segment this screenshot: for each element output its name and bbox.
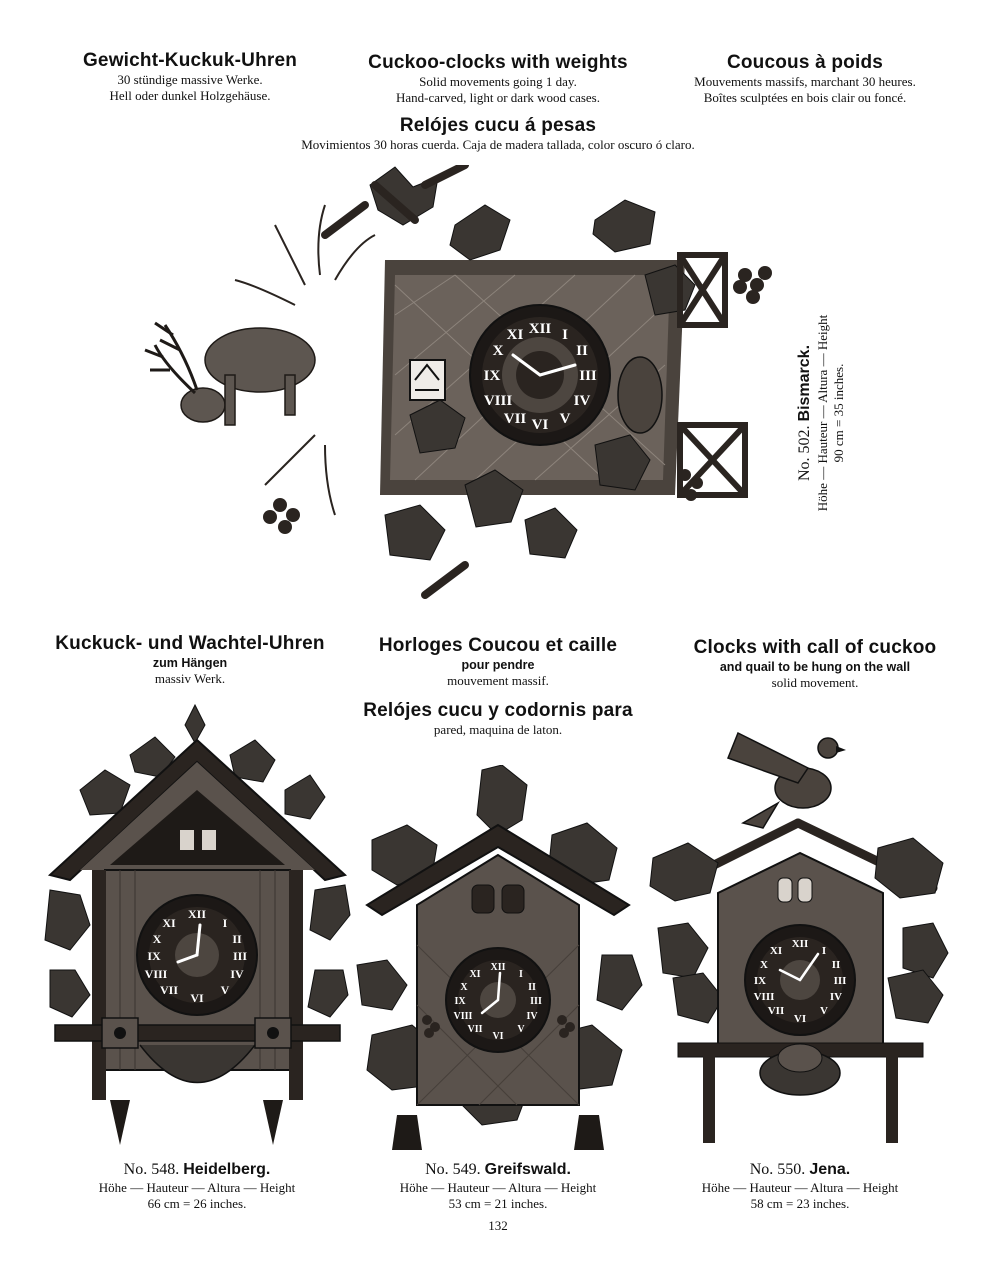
svg-text:XII: XII [490,962,506,973]
svg-text:IX: IX [483,368,501,384]
svg-text:III: III [530,996,542,1007]
svg-text:V: V [220,983,230,997]
clock-549-size: 53 cm = 21 inches. [448,1196,548,1211]
clock-502-illustration [125,165,795,615]
svg-text:III: III [579,368,597,384]
svg-text:IV: IV [573,393,591,409]
header-french-line1: Mouvements massifs, marchant 30 heures. [694,74,916,89]
svg-text:II: II [576,343,588,359]
mid-header-french-title: Horloges Coucou et caille [378,635,618,656]
clock-548-number: No. 548. [123,1161,180,1178]
svg-text:XII: XII [791,938,809,950]
svg-text:I: I [222,916,228,930]
header-french-line2: Boîtes sculptées en bois clair ou foncé. [703,90,907,105]
svg-text:X: X [152,932,162,946]
svg-text:III: III [833,975,847,987]
header-german-line2: Hell oder dunkel Holzgehäuse. [109,88,271,103]
header-french [670,52,940,106]
clock-548-heights-label: Höhe — Hauteur — Altura — Height [98,1180,296,1195]
svg-text:I: I [519,969,523,980]
clock-550-heights-label: Höhe — Hauteur — Altura — Height [701,1180,899,1195]
svg-text:VI: VI [793,1013,807,1025]
clock-548-caption [47,1160,347,1212]
clock-549-heights-label: Höhe — Hauteur — Altura — Height [399,1180,597,1195]
mid-header-german-line2: massiv Werk. [154,671,226,686]
clock-550-name: Jena. [809,1161,851,1178]
svg-text:VIII: VIII [144,967,168,981]
header-english-line1: Solid movements going 1 day. [419,74,577,89]
mid-header-german-title: Kuckuck- und Wachtel-Uhren [55,633,325,654]
svg-text:V: V [559,411,571,427]
mid-header-french-line1: pour pendre [461,658,535,672]
mid-header-german [45,633,335,687]
svg-text:VI: VI [531,417,549,433]
svg-text:VII: VII [467,1024,483,1035]
header-german-line1: 30 stündige massive Werke. [117,72,263,87]
svg-text:II: II [232,932,242,946]
svg-text:XII: XII [528,321,552,337]
mid-header-english [665,637,965,691]
header-german [80,50,300,104]
svg-text:X: X [760,959,768,971]
header-french-title: Coucous à poids [726,52,884,73]
svg-text:IV: IV [526,1011,538,1022]
svg-text:VIII: VIII [753,991,775,1003]
svg-text:IX: IX [147,949,161,963]
clock-502-heights-label: Höhe — Hauteur — Altura — Height [815,314,830,512]
header-spanish-title: Relójes cucu á pesas [399,115,597,136]
svg-text:IX: IX [454,996,466,1007]
svg-text:I: I [821,945,827,957]
clock-550-size: 58 cm = 23 inches. [750,1196,850,1211]
svg-text:XI: XI [162,916,176,930]
svg-text:V: V [517,1024,525,1035]
header-spanish [240,115,756,153]
clock-548-name: Heidelberg. [183,1161,271,1178]
header-spanish-line1: Movimientos 30 horas cuerda. Caja de madera tallada, color oscuro ó claro. [301,137,695,152]
svg-text:IV: IV [230,967,244,981]
svg-text:VII: VII [159,983,179,997]
clock-502-name: Bismarck. [796,344,813,422]
svg-text:XI: XI [469,969,481,980]
svg-text:II: II [831,959,841,971]
mid-header-english-line1: and quail to be hung on the wall [719,660,911,674]
svg-text:VIII: VIII [483,393,513,409]
clock-502-number: No. 502. [796,425,813,482]
clock-548-illustration [40,700,355,1155]
mid-header-french-line2: mouvement massif. [447,673,549,688]
clock-550-number: No. 550. [749,1161,806,1178]
clock-502-size: 90 cm = 35 inches. [831,363,846,463]
svg-text:IV: IV [829,991,843,1003]
svg-text:III: III [232,949,248,963]
svg-text:VII: VII [767,1005,785,1017]
clock-549-illustration [352,765,644,1155]
header-english-line2: Hand-carved, light or dark wood cases. [396,90,600,105]
svg-text:VI: VI [190,991,204,1005]
mid-header-spanish-line1: pared, maquina de laton. [433,722,563,737]
clock-549-name: Greifswald. [484,1161,571,1178]
mid-header-spanish-title: Relójes cucu y codornis para [363,700,633,721]
mid-header-english-title: Clocks with call of cuckoo [693,637,937,658]
mid-header-spanish [340,700,656,738]
clock-502-caption [795,268,855,558]
clock-548-size: 66 cm = 26 inches. [147,1196,247,1211]
svg-text:VII: VII [503,411,527,427]
svg-text:XI: XI [506,327,524,343]
header-english [360,52,636,106]
mid-header-english-line2: solid movement. [771,675,859,690]
header-english-title: Cuckoo-clocks with weights [368,52,628,73]
svg-text:XII: XII [187,907,207,921]
svg-text:XI: XI [769,945,783,957]
svg-text:I: I [562,327,568,343]
clock-549-caption [348,1160,648,1212]
clock-550-caption [650,1160,950,1212]
page-number: 132 [488,1218,508,1233]
svg-text:IX: IX [753,975,767,987]
svg-text:II: II [528,982,536,993]
mid-header-german-line1: zum Hängen [152,656,228,670]
svg-text:V: V [820,1005,828,1017]
clock-549-number: No. 549. [425,1161,481,1178]
mid-header-french [360,635,636,689]
svg-text:VI: VI [492,1031,504,1042]
svg-text:VIII: VIII [453,1011,473,1022]
svg-text:X: X [460,982,468,993]
header-german-title: Gewicht-Kuckuk-Uhren [82,50,298,71]
svg-text:X: X [492,343,504,359]
clock-550-illustration [648,728,953,1155]
